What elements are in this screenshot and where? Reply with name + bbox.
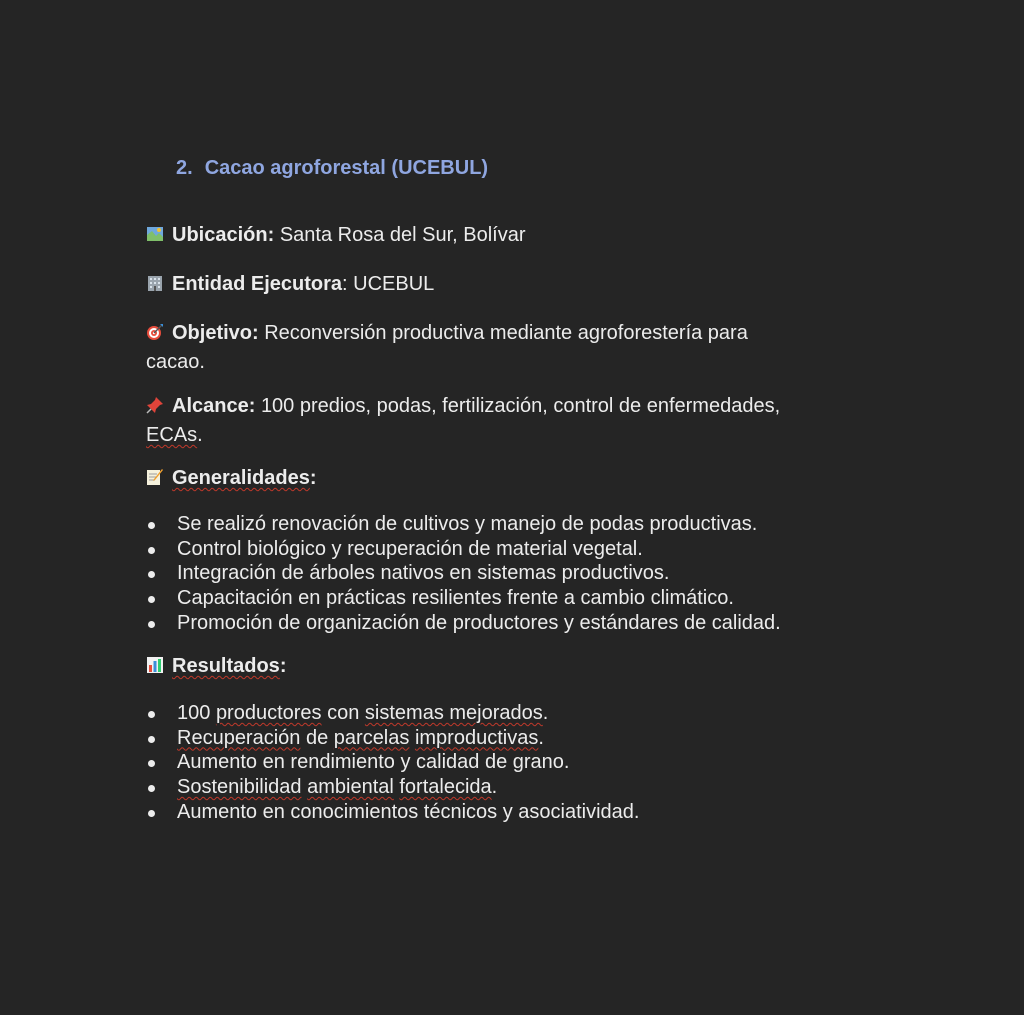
text-segment: con [321, 702, 365, 724]
resultados-list [146, 701, 906, 825]
text-segment: ambiental [307, 776, 394, 799]
resultados-heading [146, 652, 866, 681]
resultados-colon: : [279, 655, 287, 677]
memo-icon [146, 468, 164, 486]
list-item: Capacitación en prácticas resilientes frente a cambio climático. [146, 586, 906, 611]
text-segment: fortalecida [399, 776, 492, 799]
ubicacion-line [146, 221, 866, 250]
section-heading [176, 157, 488, 180]
map-icon [146, 225, 164, 243]
alcance-value-1: 100 predios, podas, fertilización, control de enfermedades, [260, 395, 781, 417]
target-icon [146, 323, 164, 341]
objetivo-value-1: Reconversión productiva mediante agroforestería para [264, 322, 748, 344]
text-segment: . [491, 776, 498, 799]
list-item [146, 701, 906, 726]
generalidades-colon: : [309, 467, 317, 489]
list-item: Aumento en conocimientos técnicos y asociatividad. [146, 800, 906, 825]
text-segment: . [538, 726, 544, 749]
resultados-label: Resultados [172, 655, 280, 677]
text-segment: Recuperación [177, 726, 301, 749]
objetivo-line [146, 319, 866, 377]
alcance-label: Alcance: [172, 395, 256, 417]
objetivo-value-2: cacao. [146, 351, 205, 373]
text-segment: de [300, 726, 334, 749]
list-item: Integración de árboles nativos en sistemas productivos. [146, 561, 906, 586]
list-item [146, 726, 906, 751]
text-segment: sistemas mejorados [364, 702, 543, 724]
building-icon [146, 274, 164, 292]
generalidades-heading [146, 464, 866, 493]
entidad-line [146, 270, 866, 299]
list-item: Promoción de organización de productores y estándares de calidad. [146, 611, 906, 636]
list-item: Aumento en rendimiento y calidad de grano. [146, 750, 906, 775]
text-segment: . [542, 702, 549, 724]
pushpin-icon [146, 396, 164, 414]
ubicacion-label: Ubicación: [172, 224, 275, 246]
entidad-label: Entidad Ejecutora [172, 273, 343, 295]
alcance-period: . [197, 424, 203, 446]
text-segment: Sostenibilidad [177, 776, 302, 799]
text-segment: productores [215, 702, 322, 724]
heading-title: Cacao agroforestal (UCEBUL) [204, 157, 489, 179]
heading-number: 2. [176, 157, 193, 179]
list-item: Se realizó renovación de cultivos y manejo de podas productivas. [146, 512, 906, 537]
bar-chart-icon [146, 656, 164, 674]
entidad-separator: : [342, 273, 348, 295]
objetivo-label: Objetivo: [172, 322, 259, 344]
generalidades-list [146, 512, 906, 636]
ubicacion-value: Santa Rosa del Sur, Bolívar [279, 224, 526, 246]
entidad-value: UCEBUL [353, 273, 435, 295]
generalidades-label: Generalidades [172, 467, 310, 489]
alcance-ecas: ECAs [146, 424, 198, 446]
alcance-line [146, 392, 866, 450]
text-segment: parcelas [333, 726, 410, 749]
list-item [146, 775, 906, 800]
text-segment: improductivas [414, 726, 539, 749]
text-segment: 100 [177, 702, 216, 724]
list-item: Control biológico y recuperación de material vegetal. [146, 537, 906, 562]
